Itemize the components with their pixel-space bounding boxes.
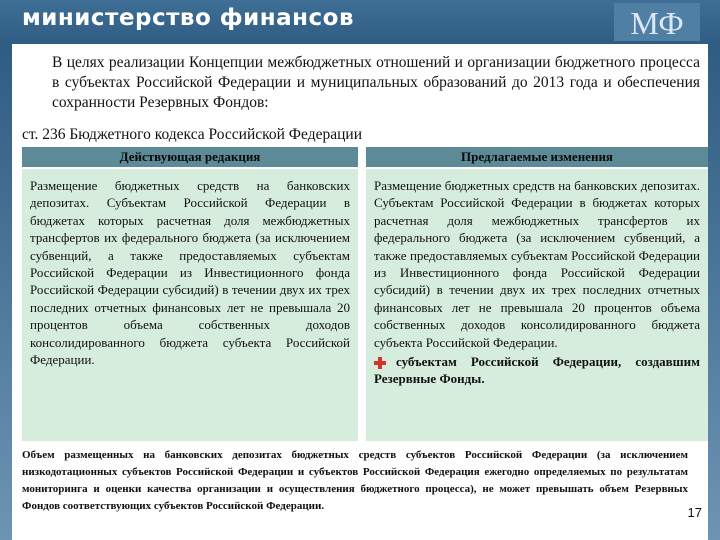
col-header-proposed: Предлагаемые изменения <box>366 147 708 167</box>
page-number: 17 <box>687 505 702 520</box>
footer-note: Объем размещенных на банковских депозитах бюджетных средств субъектов Российской Федерации (за исключением низкодотационных субъектов Российской Федерации и субъектов Российской Федерация ежегодно определяемых по результатам мониторинга и оценки качества организации и осуществления бюджетного процесса), не может превышать объем Резервных Фондов соответствующих субъектов Российской Федерации. <box>22 449 688 512</box>
proposed-text: Размещение бюджетных средств на банковских депозитах. Субъектам Российской Федерации в бюджетах которых расчетная доля межбюджетных трансфертов их федерального бюджета (за исключением субвенций, а также предоставляемых субъектам Российской Федерации из Инвестиционного фонда Российской Федерации субсидий) в течении двух их трех последних отчетных финансовых лет не превышала 20 процентов объема собственных доходов консолидированного бюджета субъекта Российской Федерации. <box>374 178 700 350</box>
article-title: ст. 236 Бюджетного кодекса Российской Федерации <box>22 126 362 143</box>
current-text: Размещение бюджетных средств на банковских депозитах. Субъектам Российской Федерации в бюджетах которых расчетная доля межбюджетных трансфертов их федерального бюджета (за исключением субвенций, а также предоставляемых субъектам Российской Федерации из Инвестиционного фонда Российской Федерации субсидий) в течении двух их трех последних отчетных финансовых лет не превышала 20 процентов объема собственных доходов консолидированного бюджета субъекта Российской Федерации. <box>30 178 350 368</box>
right-decor-bar <box>708 44 720 540</box>
cell-proposed <box>366 169 708 441</box>
intro-paragraph: В целях реализации Концепции межбюджетных отношений и организации бюджетного процесса в субъектах Российской Федерации и муниципальных образований до 2013 года и обеспечения сохранности Резервных Фондов: <box>52 54 700 111</box>
addition-text: субъектам Российской Федерации, создавшим Резервные Фонды. <box>374 354 700 387</box>
ministry-logo <box>614 1 700 43</box>
col-header-current: Действующая редакция <box>22 147 358 167</box>
ministry-title: министерство финансов <box>22 5 355 31</box>
header-bar <box>0 0 720 44</box>
left-decor-bar <box>0 44 12 540</box>
plus-icon <box>374 357 386 369</box>
addition-block <box>374 353 700 388</box>
logo-text: МФ <box>630 5 684 41</box>
cell-current <box>22 169 358 441</box>
